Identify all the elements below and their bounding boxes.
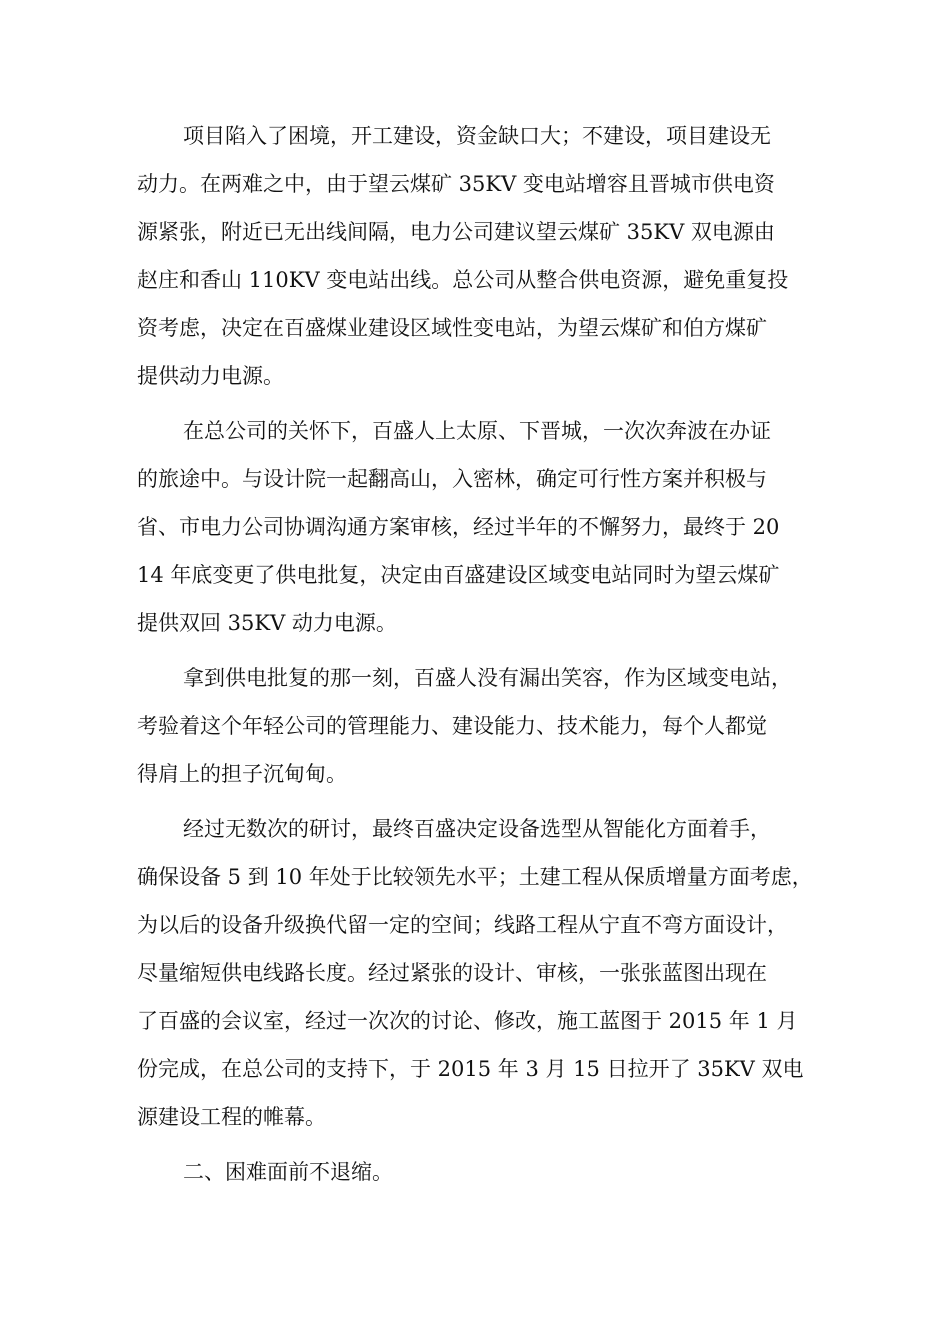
text-line: 经过无数次的研讨，最终百盛决定设备选型从智能化方面着手， xyxy=(183,817,771,841)
section-heading xyxy=(137,1148,827,1196)
text-line: 确保设备 5 到 10 年处于比较领先水平；土建工程从保质增量方面考虑， xyxy=(137,865,813,889)
text-line: 源紧张，附近已无出线间隔，电力公司建议望云煤矿 35KV 双电源由 xyxy=(137,220,775,244)
text-line: 的旅途中。与设计院一起翻高山，入密林，确定可行性方案并积极与 xyxy=(137,467,767,491)
document-body xyxy=(137,112,827,1203)
text-line: 动力。在两难之中，由于望云煤矿 35KV 变电站增容且晋城市供电资 xyxy=(137,172,775,196)
section-heading-text: 二、困难面前不退缩。 xyxy=(183,1160,393,1184)
text-line: 份完成，在总公司的支持下，于 2015 年 3 月 15 日拉开了 35KV 双电 xyxy=(137,1057,804,1081)
paragraph-2 xyxy=(137,407,827,647)
text-line: 提供动力电源。 xyxy=(137,364,284,388)
text-line: 拿到供电批复的那一刻，百盛人没有漏出笑容，作为区域变电站， xyxy=(183,666,792,690)
text-line: 项目陷入了困境，开工建设，资金缺口大；不建设，项目建设无 xyxy=(183,124,771,148)
text-line: 省、市电力公司协调沟通方案审核，经过半年的不懈努力，最终于 20 xyxy=(137,515,780,539)
text-line: 尽量缩短供电线路长度。经过紧张的设计、审核，一张张蓝图出现在 xyxy=(137,961,767,985)
text-line: 了百盛的会议室，经过一次次的讨论、修改，施工蓝图于 2015 年 1 月 xyxy=(137,1009,798,1033)
paragraph-4 xyxy=(137,805,827,1141)
paragraph-1 xyxy=(137,112,827,400)
text-line: 在总公司的关怀下，百盛人上太原、下晋城，一次次奔波在办证 xyxy=(183,419,771,443)
text-line: 考验着这个年轻公司的管理能力、建设能力、技术能力，每个人都觉 xyxy=(137,714,767,738)
text-line: 提供双回 35KV 动力电源。 xyxy=(137,611,397,635)
text-line: 得肩上的担子沉甸甸。 xyxy=(137,762,347,786)
text-line: 赵庄和香山 110KV 变电站出线。总公司从整合供电资源，避免重复投 xyxy=(137,268,789,292)
paragraph-3 xyxy=(137,654,827,798)
text-line: 源建设工程的帷幕。 xyxy=(137,1105,326,1129)
text-line: 为以后的设备升级换代留一定的空间；线路工程从宁直不弯方面设计， xyxy=(137,913,788,937)
text-line: 14 年底变更了供电批复，决定由百盛建设区域变电站同时为望云煤矿 xyxy=(137,563,780,587)
text-line: 资考虑，决定在百盛煤业建设区域性变电站，为望云煤矿和伯方煤矿 xyxy=(137,316,767,340)
